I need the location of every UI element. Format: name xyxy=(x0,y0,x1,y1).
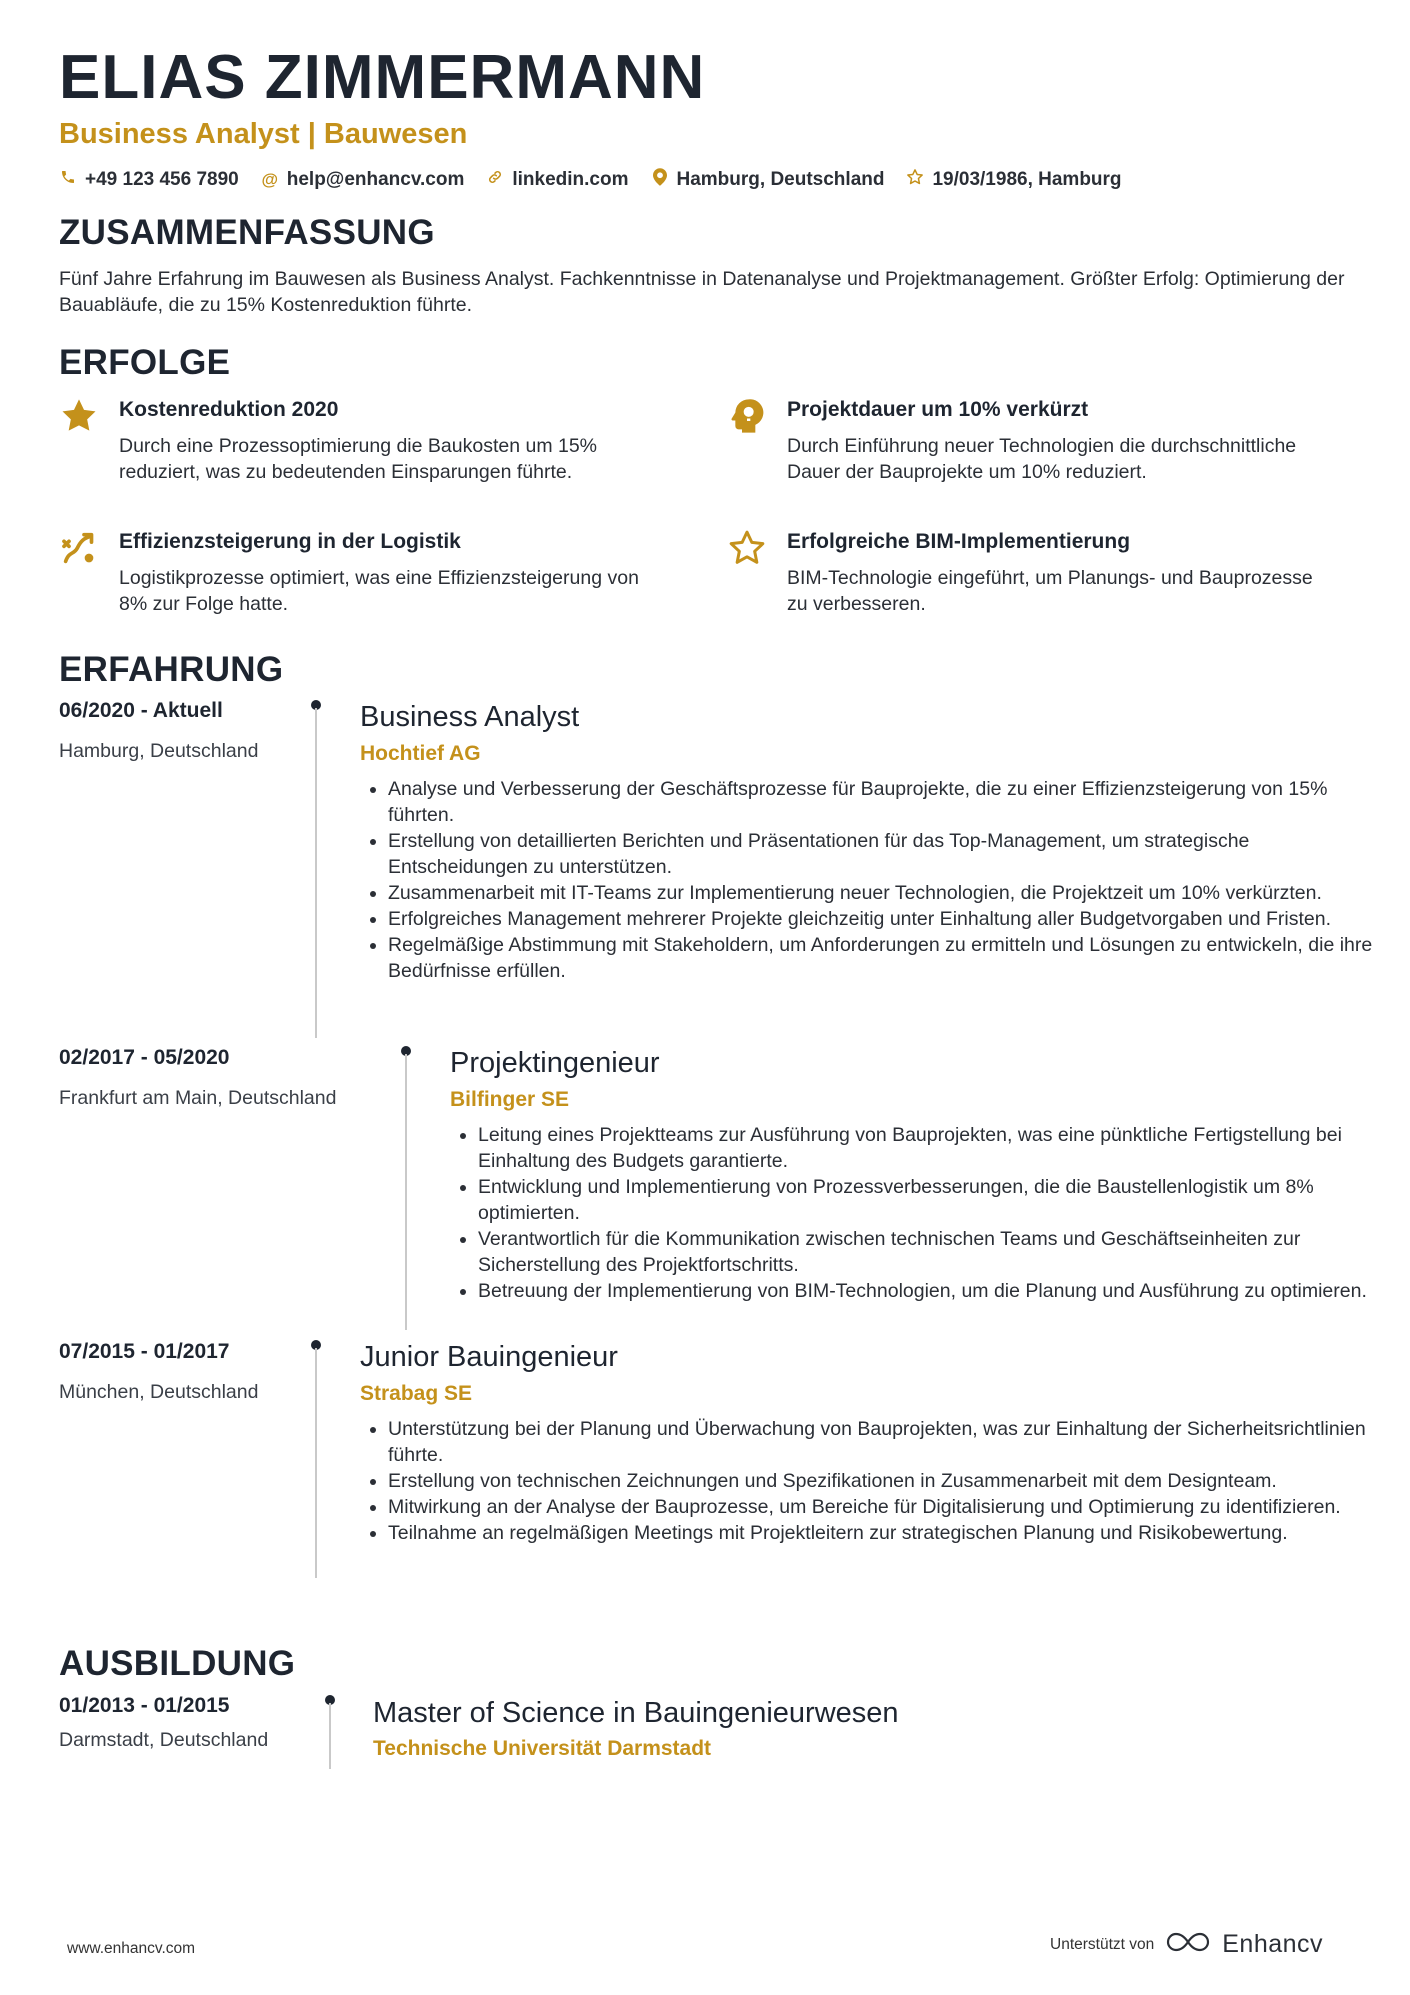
school-name: Technische Universität Darmstadt xyxy=(373,1737,712,1760)
achievement-desc: BIM-Technologie eingeführt, um Planungs- und Bauprozesse zu verbesseren. xyxy=(787,567,1313,615)
bullet-item: • Verantwortlich für die Kommunikation zwischen technischen Teams und Geschäftseinheiten zur Sicherstellung des Projektfortschritts. xyxy=(478,1226,1378,1278)
bullet-item: • Mitwirkung an der Analyse der Bauprozesse, um Bereiche für Digitalisierung und Optimierung zu identifizieren. xyxy=(388,1494,1378,1520)
bullet-item: • Analyse und Verbesserung der Geschäftsprozesse für Bauprojekte, die zu einer Effizienzsteigerung von 15% führten. xyxy=(388,776,1378,828)
timeline-line xyxy=(405,1054,407,1330)
star-outline-icon xyxy=(906,168,924,191)
company-name: Strabag SE xyxy=(360,1382,473,1405)
job-bullets xyxy=(360,776,1378,984)
bullet-item: • Leitung eines Projektteams zur Ausführung von Bauprojekten, was eine pünktliche Fertigstellung bei Einhaltung des Budgets garantierte. xyxy=(478,1122,1378,1174)
powered-by-text: Unterstützt von xyxy=(1050,1935,1155,1953)
degree-title: Master of Science in Bauingenieurwesen xyxy=(373,1697,899,1729)
contact-phone-text: +49 123 456 7890 xyxy=(85,168,239,190)
achievement-title: Kostenreduktion 2020 xyxy=(119,398,339,421)
education-date: 01/2013 - 01/2015 xyxy=(59,1694,230,1717)
job-location: Hamburg, Deutschland xyxy=(59,740,259,762)
contact-email-text: help@enhancv.com xyxy=(286,168,465,190)
contact-location-text: Hamburg, Deutschland xyxy=(676,168,885,190)
contact-linkedin-text: linkedin.com xyxy=(512,168,629,190)
education-heading: AUSBILDUNG xyxy=(59,1644,296,1683)
summary-text: Fünf Jahre Erfahrung im Bauwesen als Business Analyst. Fachkenntnisse in Datenanalyse und Projektmanagement. Größter Erfolg: Optimierung der Bauabläufe, die zu 15% Kostenreduktion führte. xyxy=(59,268,1345,316)
company-name: Hochtief AG xyxy=(360,742,481,765)
timeline-line xyxy=(329,1703,331,1769)
phone-icon xyxy=(59,169,77,190)
footer-website[interactable]: www.enhancv.com xyxy=(67,1940,196,1957)
bullet-item: • Erstellung von detaillierten Berichten und Präsentationen für das Top-Management, um strategische Entscheidungen zu unterstützen. xyxy=(388,828,1378,880)
job-date: 06/2020 - Aktuell xyxy=(59,699,223,722)
contact-email[interactable] xyxy=(261,168,465,191)
head-idea-icon xyxy=(727,396,767,436)
achievement-title: Erfolgreiche BIM-Implementierung xyxy=(787,530,1131,553)
job-title: Business Analyst xyxy=(360,701,580,733)
job-title: Projektingenieur xyxy=(450,1047,660,1079)
contact-birth-text: 19/03/1986, Hamburg xyxy=(932,168,1122,190)
bullet-item: • Entwicklung und Implementierung von Prozessverbesserungen, die die Baustellenlogistik um 8% optimierten. xyxy=(478,1174,1378,1226)
company-name: Bilfinger SE xyxy=(450,1088,570,1111)
timeline-line xyxy=(315,1348,317,1578)
star-outline-icon xyxy=(727,528,767,568)
job-date: 07/2015 - 01/2017 xyxy=(59,1340,230,1363)
contact-location xyxy=(651,168,885,191)
contact-linkedin[interactable] xyxy=(486,168,628,191)
footer-branding xyxy=(1050,1930,1323,1959)
route-icon xyxy=(59,528,99,568)
contact-birth xyxy=(906,168,1121,191)
achievement-desc: Durch Einführung neuer Technologien die durchschnittliche Dauer der Bauprojekte um 10% reduziert. xyxy=(787,435,1297,483)
enhancv-logo-icon xyxy=(1166,1930,1210,1959)
star-filled-icon xyxy=(59,396,99,436)
candidate-name: ELIAS ZIMMERMANN xyxy=(59,43,706,112)
job-location: Frankfurt am Main, Deutschland xyxy=(59,1087,337,1109)
contact-bar xyxy=(59,168,1122,191)
location-pin-icon xyxy=(651,168,669,191)
bullet-item: • Unterstützung bei der Planung und Überwachung von Bauprojekten, was zur Einhaltung der Sicherheitsrichtlinien führte. xyxy=(388,1416,1378,1468)
bullet-item: • Erstellung von technischen Zeichnungen und Spezifikationen in Zusammenarbeit mit dem Designteam. xyxy=(388,1468,1378,1494)
job-date: 02/2017 - 05/2020 xyxy=(59,1046,230,1069)
job-bullets xyxy=(360,1416,1378,1546)
achievement-desc: Durch eine Prozessoptimierung die Baukosten um 15% reduziert, was zu bedeutenden Einsparungen führte. xyxy=(119,435,598,483)
bullet-item: • Regelmäßige Abstimmung mit Stakeholdern, um Anforderungen zu ermitteln und Lösungen zu entwickeln, die ihre Bedürfnisse erfüllen. xyxy=(388,932,1378,984)
bullet-item: • Teilnahme an regelmäßigen Meetings mit Projektleitern zur strategischen Planung und Risikobewertung. xyxy=(388,1520,1378,1546)
candidate-role: Business Analyst | Bauwesen xyxy=(59,118,468,150)
contact-phone[interactable] xyxy=(59,168,239,191)
summary-heading: ZUSAMMENFASSUNG xyxy=(59,213,435,252)
job-title: Junior Bauingenieur xyxy=(360,1341,618,1373)
achievement-title: Projektdauer um 10% verkürzt xyxy=(787,398,1089,421)
experience-heading: ERFAHRUNG xyxy=(59,650,284,689)
brand-name: Enhancv xyxy=(1222,1930,1324,1958)
education-location: Darmstadt, Deutschland xyxy=(59,1729,269,1751)
timeline-line xyxy=(315,708,317,1038)
bullet-item: • Erfolgreiches Management mehrerer Projekte gleichzeitig unter Einhaltung aller Budgetvorgaben und Fristen. xyxy=(388,906,1378,932)
job-bullets xyxy=(450,1122,1378,1304)
bullet-item: • Betreuung der Implementierung von BIM-Technologien, um die Planung und Ausführung zu optimieren. xyxy=(478,1278,1378,1304)
job-location: München, Deutschland xyxy=(59,1381,259,1403)
achievement-desc: Logistikprozesse optimiert, was eine Effizienzsteigerung von 8% zur Folge hatte. xyxy=(119,567,639,615)
at-icon: @ xyxy=(261,169,279,189)
achievements-heading: ERFOLGE xyxy=(59,343,231,382)
link-icon xyxy=(486,169,504,190)
bullet-item: • Zusammenarbeit mit IT-Teams zur Implementierung neuer Technologien, die Projektzeit um 10% verkürzten. xyxy=(388,880,1378,906)
achievement-title: Effizienzsteigerung in der Logistik xyxy=(119,530,461,553)
